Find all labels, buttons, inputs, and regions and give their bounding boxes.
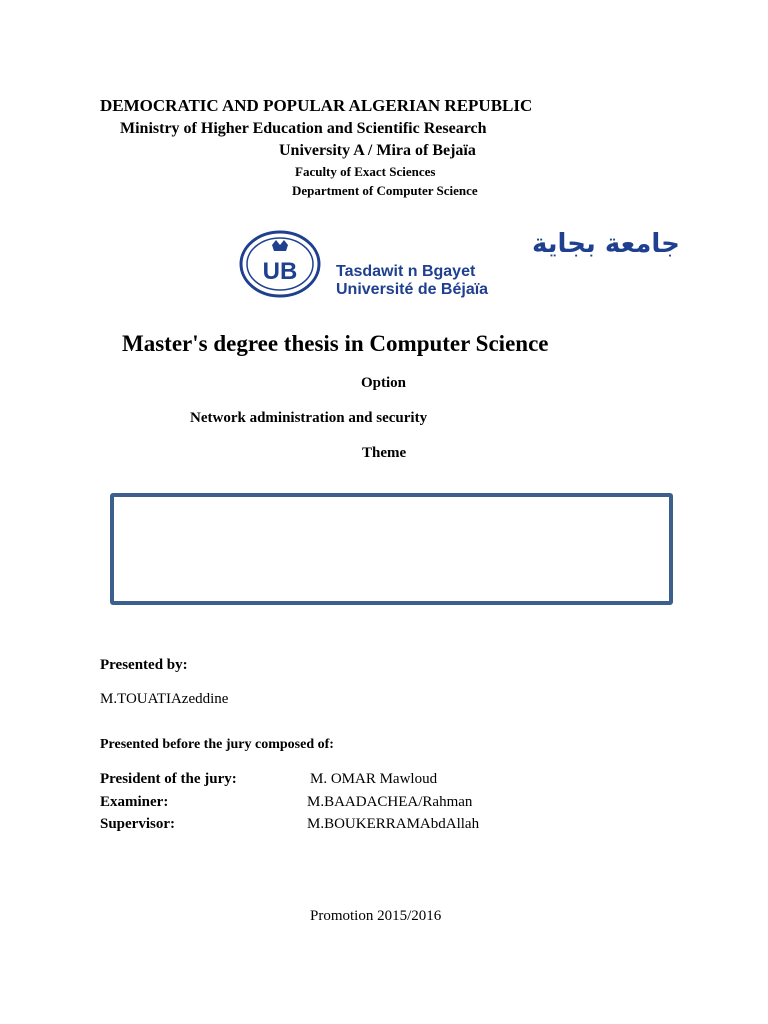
jury-name-supervisor: M.BOUKERRAMAbdAllah <box>307 816 480 832</box>
university-heading: University A / Mira of Bejaïa <box>279 142 476 159</box>
logo-line-french: Université de Béjaïa <box>336 281 489 298</box>
presenter-name: M.TOUATIAzeddine <box>100 691 229 707</box>
thesis-title: Master's degree thesis in Computer Science <box>122 331 549 356</box>
ministry-heading: Ministry of Higher Education and Scientific Research <box>120 120 487 137</box>
faculty-heading: Faculty of Exact Sciences <box>295 164 436 179</box>
option-label: Option <box>361 375 407 391</box>
logo-line-tamazight: Tasdawit n Bgayet <box>336 263 476 280</box>
promotion-year: Promotion 2015/2016 <box>310 908 442 924</box>
university-logo <box>238 226 680 302</box>
university-seal-icon <box>238 229 322 299</box>
seal-letters: UB <box>262 258 298 285</box>
jury-name-president: M. OMAR Mawloud <box>310 771 438 787</box>
department-heading: Department of Computer Science <box>292 183 478 198</box>
theme-box <box>110 493 673 605</box>
arabic-name-text <box>330 228 680 259</box>
jury-role-president: President of the jury: <box>100 771 237 787</box>
jury-label: Presented before the jury composed of: <box>100 737 334 752</box>
jury-role-examiner: Examiner: <box>100 794 169 810</box>
theme-label: Theme <box>362 445 407 461</box>
jury-role-supervisor: Supervisor: <box>100 816 175 832</box>
presented-by-label: Presented by: <box>100 657 188 673</box>
country-heading: DEMOCRATIC AND POPULAR ALGERIAN REPUBLIC <box>100 96 533 115</box>
jury-name-examiner: M.BAADACHEA/Rahman <box>307 794 473 810</box>
option-value: Network administration and security <box>190 410 428 426</box>
arabic-name: جامعة بجاية <box>532 229 680 259</box>
